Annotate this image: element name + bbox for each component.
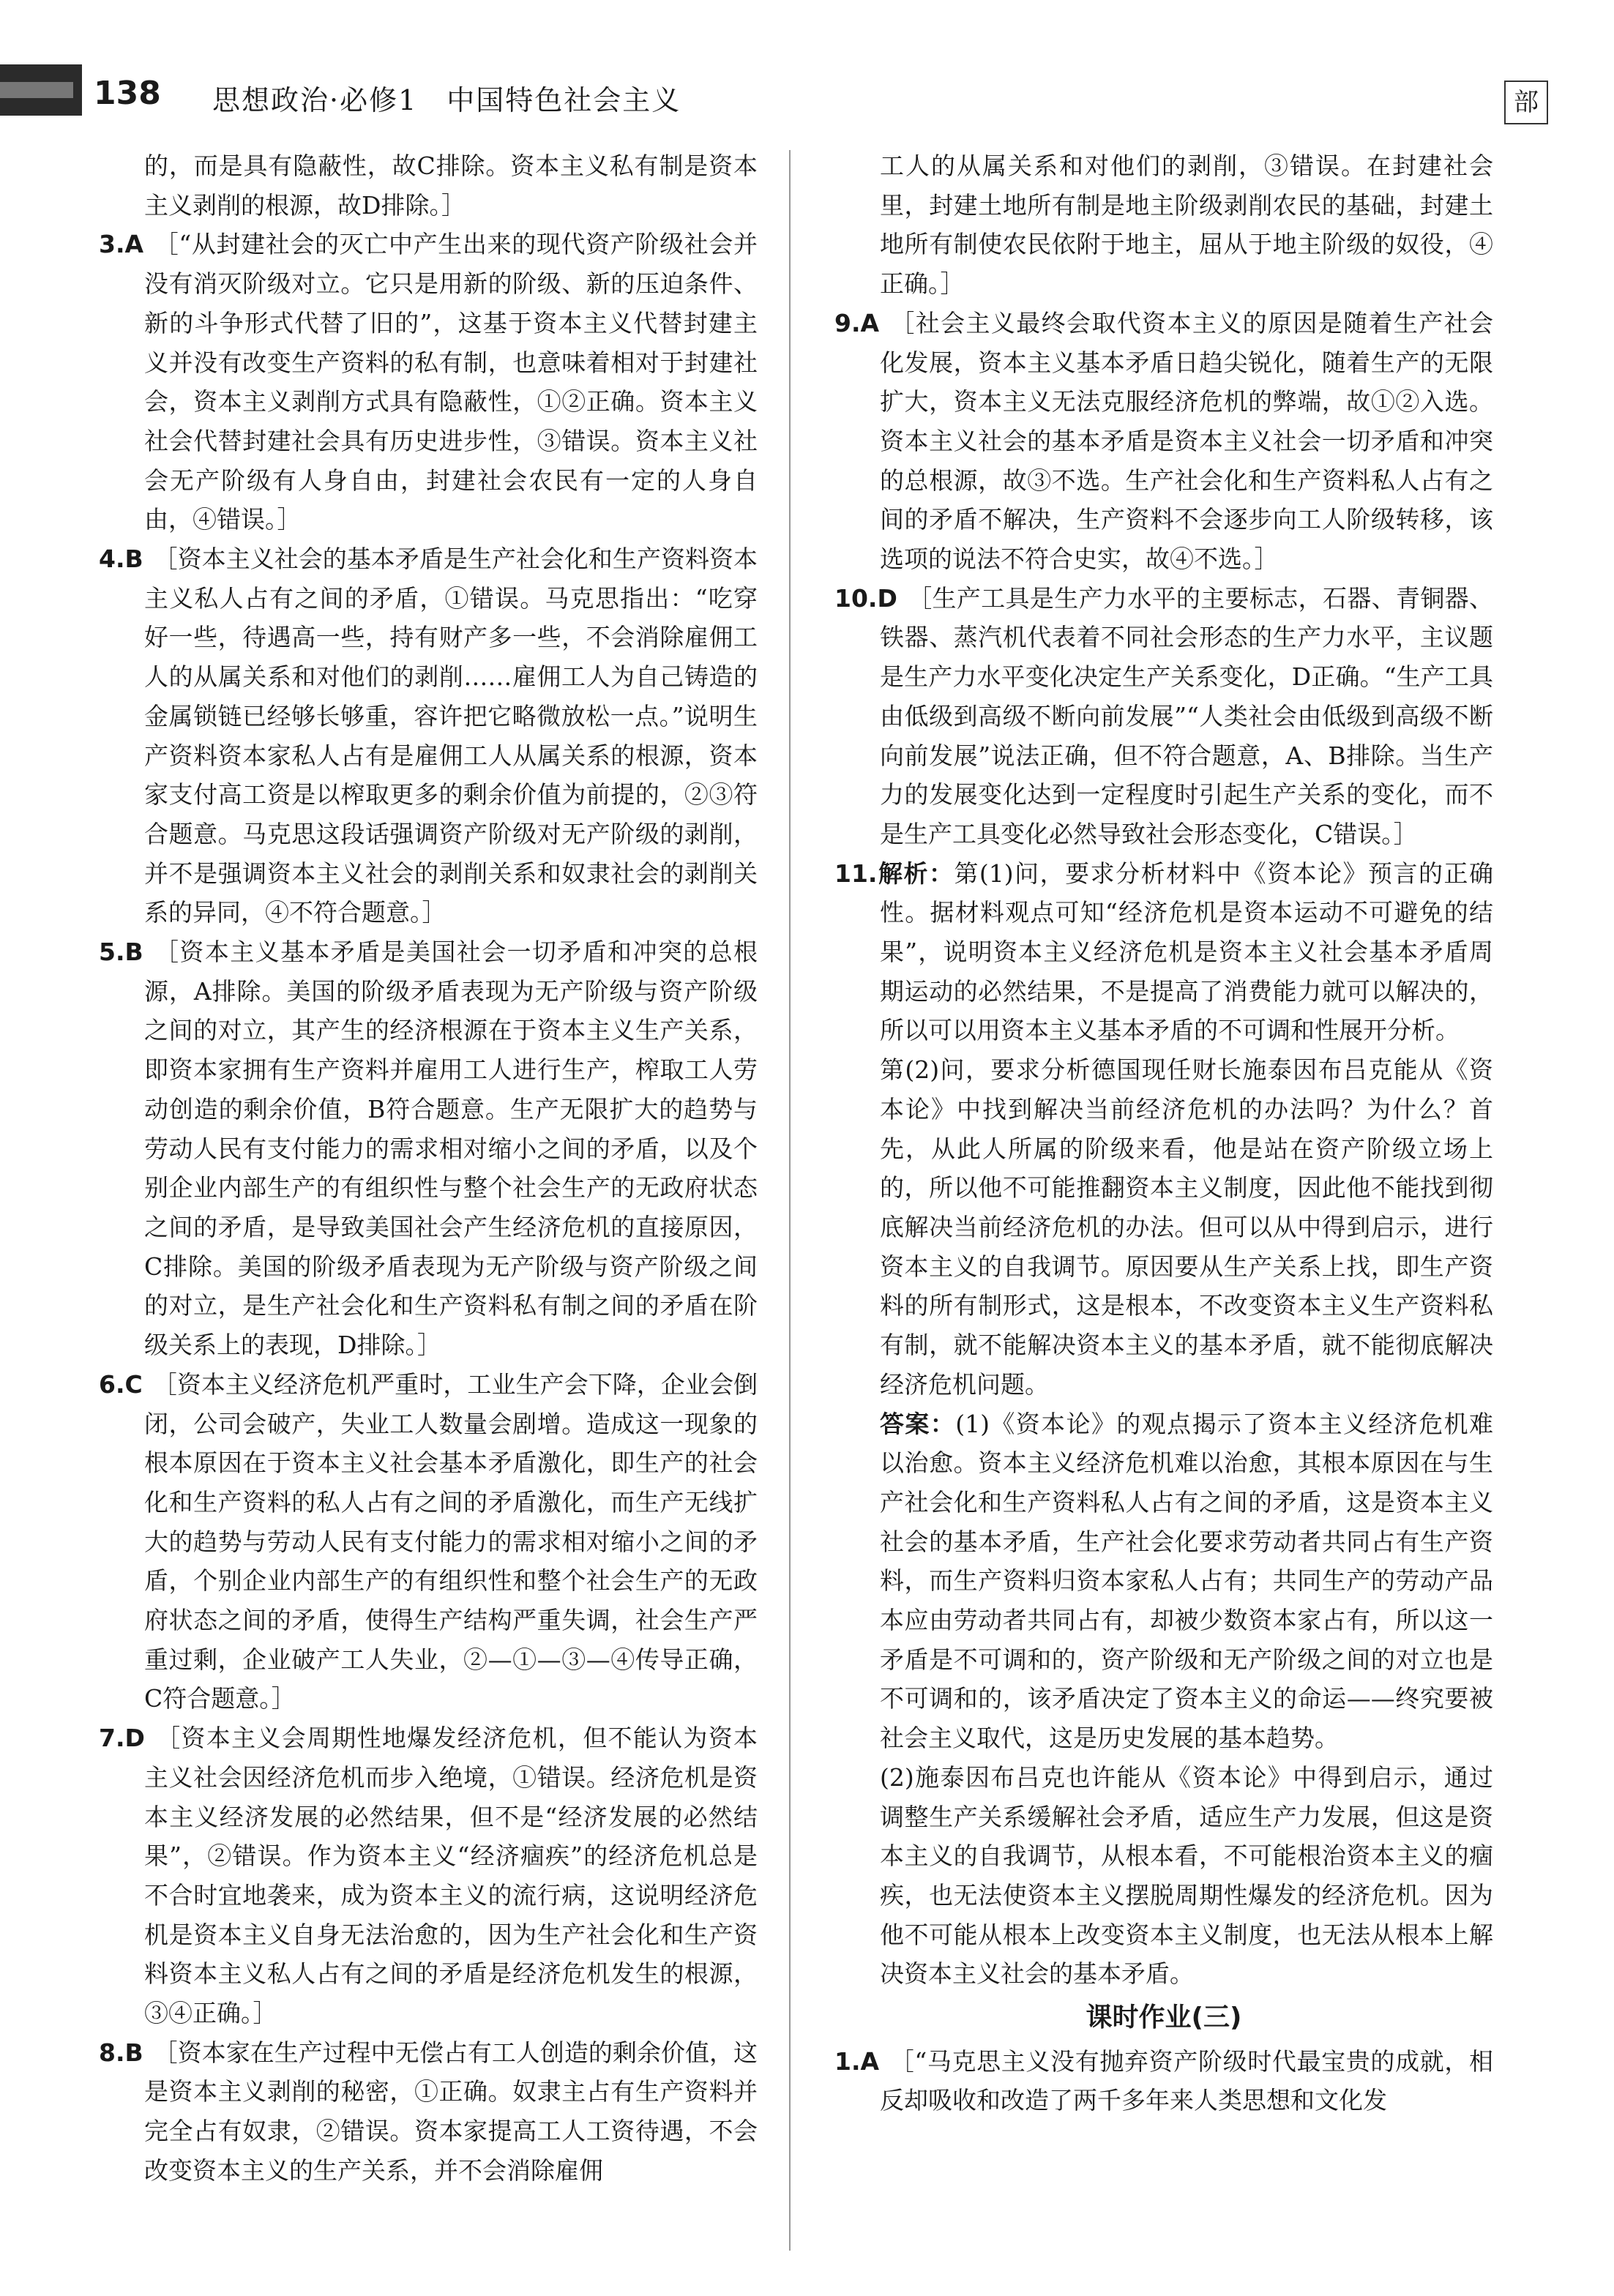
answer-item-5	[99, 932, 758, 1365]
item-answer: B	[124, 938, 143, 967]
answer-item-11	[834, 854, 1493, 1051]
item-number: 7.	[99, 1724, 125, 1753]
column-divider	[789, 150, 791, 2251]
answer-item-3	[99, 225, 758, 539]
left-lead-in: 的，而是具有隐蔽性，故C排除。资本主义私有制是资本主义剥削的根源，故D排除。］	[144, 152, 758, 220]
right-column	[834, 146, 1493, 2120]
answer-part-1-text: (1)《资本论》的观点揭示了资本主义经济危机难以治愈。资本主义经济危机难以治愈，其根本原因在与生产社会化和生产资料私人占有之间的矛盾，这是资本主义社会的基本矛盾，生产社会化要求劳动者共同占有生产资料，而生产资料归资本家私人占有；共同生产的劳动产品本应由劳动者共同占有，却被少数资本家占有，所以这一矛盾是不可调和的，资产阶级和无产阶级之间的对立也是不可调和的，该矛盾决定了资本主义的命运——终究要被社会主义取代，这是历史发展的基本趋势。	[880, 1409, 1494, 1753]
item-answer: B	[124, 2038, 143, 2067]
item-answer: A	[860, 308, 880, 337]
item-answer: A	[860, 2046, 880, 2076]
answer-item-8	[99, 2033, 758, 2191]
item-explanation: ［生产工具是生产力水平的主要标志，石器、青铜器、铁器、蒸汽机代表着不同社会形态的生产力水平，主议题是生产力水平变化决定生产关系变化，D正确。“生产工具由低级到高级不断向前发展”“人类社会由低级到高级不断向前发展”说法正确，但不符合题意，A、B排除。当生产力的发展变化达到一定程度时引起生产关系的变化，而不是生产工具变化必然导致社会形态变化，C错误。］	[880, 583, 1493, 848]
answer-part-1	[834, 1405, 1493, 1758]
answer-item-9	[834, 304, 1493, 579]
answer-part-2: (2)施泰因布吕克也许能从《资本论》中得到启示，通过调整生产关系缓解社会矛盾，适应生产力发展，但这是资本主义的自我调节，从根本看，不可能根治资本主义的痼疾，也无法使资本主义摆脱周期性爆发的经济危机。因为他不可能从根本上改变资本主义制度，也无法从根本上解决资本主义社会的基本矛盾。	[880, 1762, 1493, 1989]
item-number: 5.	[99, 938, 125, 967]
item-explanation: ［“马克思主义没有抛弃资产阶级时代最宝贵的成就，相反却吸收和改造了两千多年来人类思想和文化发	[880, 2046, 1493, 2115]
item-answer: B	[124, 545, 143, 574]
analysis-label: 解析：	[877, 859, 954, 888]
item-answer: D	[877, 583, 897, 613]
analysis-part-1: 第(1)问，要求分析材料中《资本论》预言的正确性。据材料观点可知“经济危机是资本运动不可避免的结果”，说明资本主义经济危机是资本主义社会基本矛盾周期运动的必然结果，不是提高了消费能力就可以解决的，所以可以用资本主义基本矛盾的不可调和性展开分析。	[880, 859, 1493, 1045]
item-number: 11.	[834, 859, 878, 888]
left-column	[99, 146, 758, 2191]
item-number: 3.	[99, 230, 125, 259]
answer-item-6	[99, 1365, 758, 1719]
answer-label: 答案：	[880, 1409, 956, 1438]
page-tab-stripe	[0, 82, 73, 98]
item-number: 4.	[99, 545, 125, 574]
item-explanation: ［资本家在生产过程中无偿占有工人创造的剩余价值，这是资本主义剥削的秘密，①正确。奴隶主占有生产资料并完全占有奴隶，②错误。资本家提高工人工资待遇，不会改变资本主义的生产关系，并不会消除雇佣	[144, 2038, 758, 2185]
item-number: 8.	[99, 2038, 125, 2067]
item-number: 9.	[834, 308, 861, 337]
item-answer: A	[124, 230, 144, 259]
answer-item-7	[99, 1719, 758, 2033]
answer-item-10	[834, 579, 1493, 854]
item-number: 10.	[834, 583, 878, 613]
item-answer: C	[124, 1369, 143, 1399]
page-number: 138	[94, 75, 161, 112]
section-title: 课时作业(三)	[1086, 2003, 1242, 2033]
item-explanation: ［资本主义经济危机严重时，工业生产会下降，企业会倒闭，公司会破产，失业工人数量会剧增。造成这一现象的根本原因在于资本主义社会基本矛盾激化，即生产的社会化和生产资料的私人占有之间的矛盾激化，而生产无线扩大的趋势与劳动人民有支付能力的需求相对缩小之间的矛盾，个别企业内部生产的有组织性和整个社会生产的无政府状态之间的矛盾，使得生产结构严重失调，社会生产严重过剩，企业破产工人失业，②—①—③—④传导正确，C符合题意。］	[144, 1369, 758, 1713]
answer-item-4	[99, 539, 758, 932]
item-number: 6.	[99, 1369, 125, 1399]
analysis-part-2: 第(2)问，要求分析德国现任财长施泰因布吕克能从《资本论》中找到解决当前经济危机的办法吗？为什么？首先，从此人所属的阶级来看，他是站在资产阶级立场上的，所以他不可能推翻资本主义制度，因此他不能找到彻底解决当前经济危机的办法。但可以从中得到启示，进行资本主义的自我调节。原因要从生产关系上找，即生产资料的所有制形式，这是根本，不改变资本主义生产资料私有制，就不能解决资本主义的基本矛盾，就不能彻底解决经济危机问题。	[880, 1055, 1493, 1399]
item-explanation: ［“从封建社会的灭亡中产生出来的现代资产阶级社会并没有消灭阶级对立。它只是用新的阶级、新的压迫条件、新的斗争形式代替了旧的”，这基于资本主义代替封建主义并没有改变生产资料的私有制，也意味着相对于封建社会，资本主义剥削方式具有隐蔽性，①②正确。资本主义社会代替封建社会具有历史进步性，③错误。资本主义社会无产阶级有人身自由，封建社会农民有一定的人身自由，④错误。］	[144, 230, 758, 534]
item-explanation: ［资本主义会周期性地爆发经济危机，但不能认为资本主义社会因经济危机而步入绝境，①错误。经济危机是资本主义经济发展的必然结果，但不是“经济发展的必然结果”，②错误。作为资本主义“经济痼疾”的经济危机总是不合时宜地袭来，成为资本主义的流行病，这说明经济危机是资本主义自身无法治愈的，因为生产社会化和生产资料资本主义私人占有之间的矛盾是经济危机发生的根源，③④正确。］	[144, 1724, 758, 2028]
running-title: 思想政治·必修1 中国特色社会主义	[212, 84, 681, 116]
item-explanation: ［资本主义基本矛盾是美国社会一切矛盾和冲突的总根源，A排除。美国的阶级矛盾表现为无产阶级与资产阶级之间的对立，其产生的经济根源在于资本主义生产关系，即资本家拥有生产资料并雇用工人进行生产，榨取工人劳动创造的剩余价值，B符合题意。生产无限扩大的趋势与劳动人民有支付能力的需求相对缩小之间的矛盾，以及个别企业内部生产的有组织性与整个社会生产的无政府状态之间的矛盾，是导致美国社会产生经济危机的直接原因，C排除。美国的阶级矛盾表现为无产阶级与资产阶级之间的对立，是生产社会化和生产资料私有制之间的矛盾在阶级关系上的表现，D排除。］	[144, 938, 758, 1360]
item-number: 1.	[834, 2046, 861, 2076]
item-explanation: ［资本主义社会的基本矛盾是生产社会化和生产资料资本主义私人占有之间的矛盾，①错误。马克思指出：“吃穿好一些，待遇高一些，持有财产多一些，不会消除雇佣工人的从属关系和对他们的剥削……雇佣工人为自己铸造的金属锁链已经够长够重，容许把它略微放松一点。”说明生产资料资本家私人占有是雇佣工人从属关系的根源，资本家支付高工资是以榨取更多的剩余价值为前提的，②③符合题意。马克思这段话强调资产阶级对无产阶级的剥削，并不是强调资本主义社会的剥削关系和奴隶社会的剥削关系的异同，④不符合题意。］	[144, 545, 758, 927]
right-lead-in: 工人的从属关系和对他们的剥削，③错误。在封建社会里，封建土地所有制是地主阶级剥削农民的基础，封建土地所有制使农民依附于地主，屈从于地主阶级的奴役，④正确。］	[880, 152, 1493, 299]
item-answer: D	[124, 1724, 145, 1753]
corner-mark: 部	[1504, 81, 1548, 124]
item-explanation: ［社会主义最终会取代资本主义的原因是随着生产社会化发展，资本主义基本矛盾日趋尖锐化，随着生产的无限扩大，资本主义无法克服经济危机的弊端，故①②入选。资本主义社会的基本矛盾是资本主义社会一切矛盾和冲突的总根源，故③不选。生产社会化和生产资料私人占有之间的矛盾不解决，生产资料不会逐步向工人阶级转移，该选项的说法不符合史实，故④不选。］	[880, 308, 1493, 574]
section-answer-item-1	[834, 2042, 1493, 2120]
